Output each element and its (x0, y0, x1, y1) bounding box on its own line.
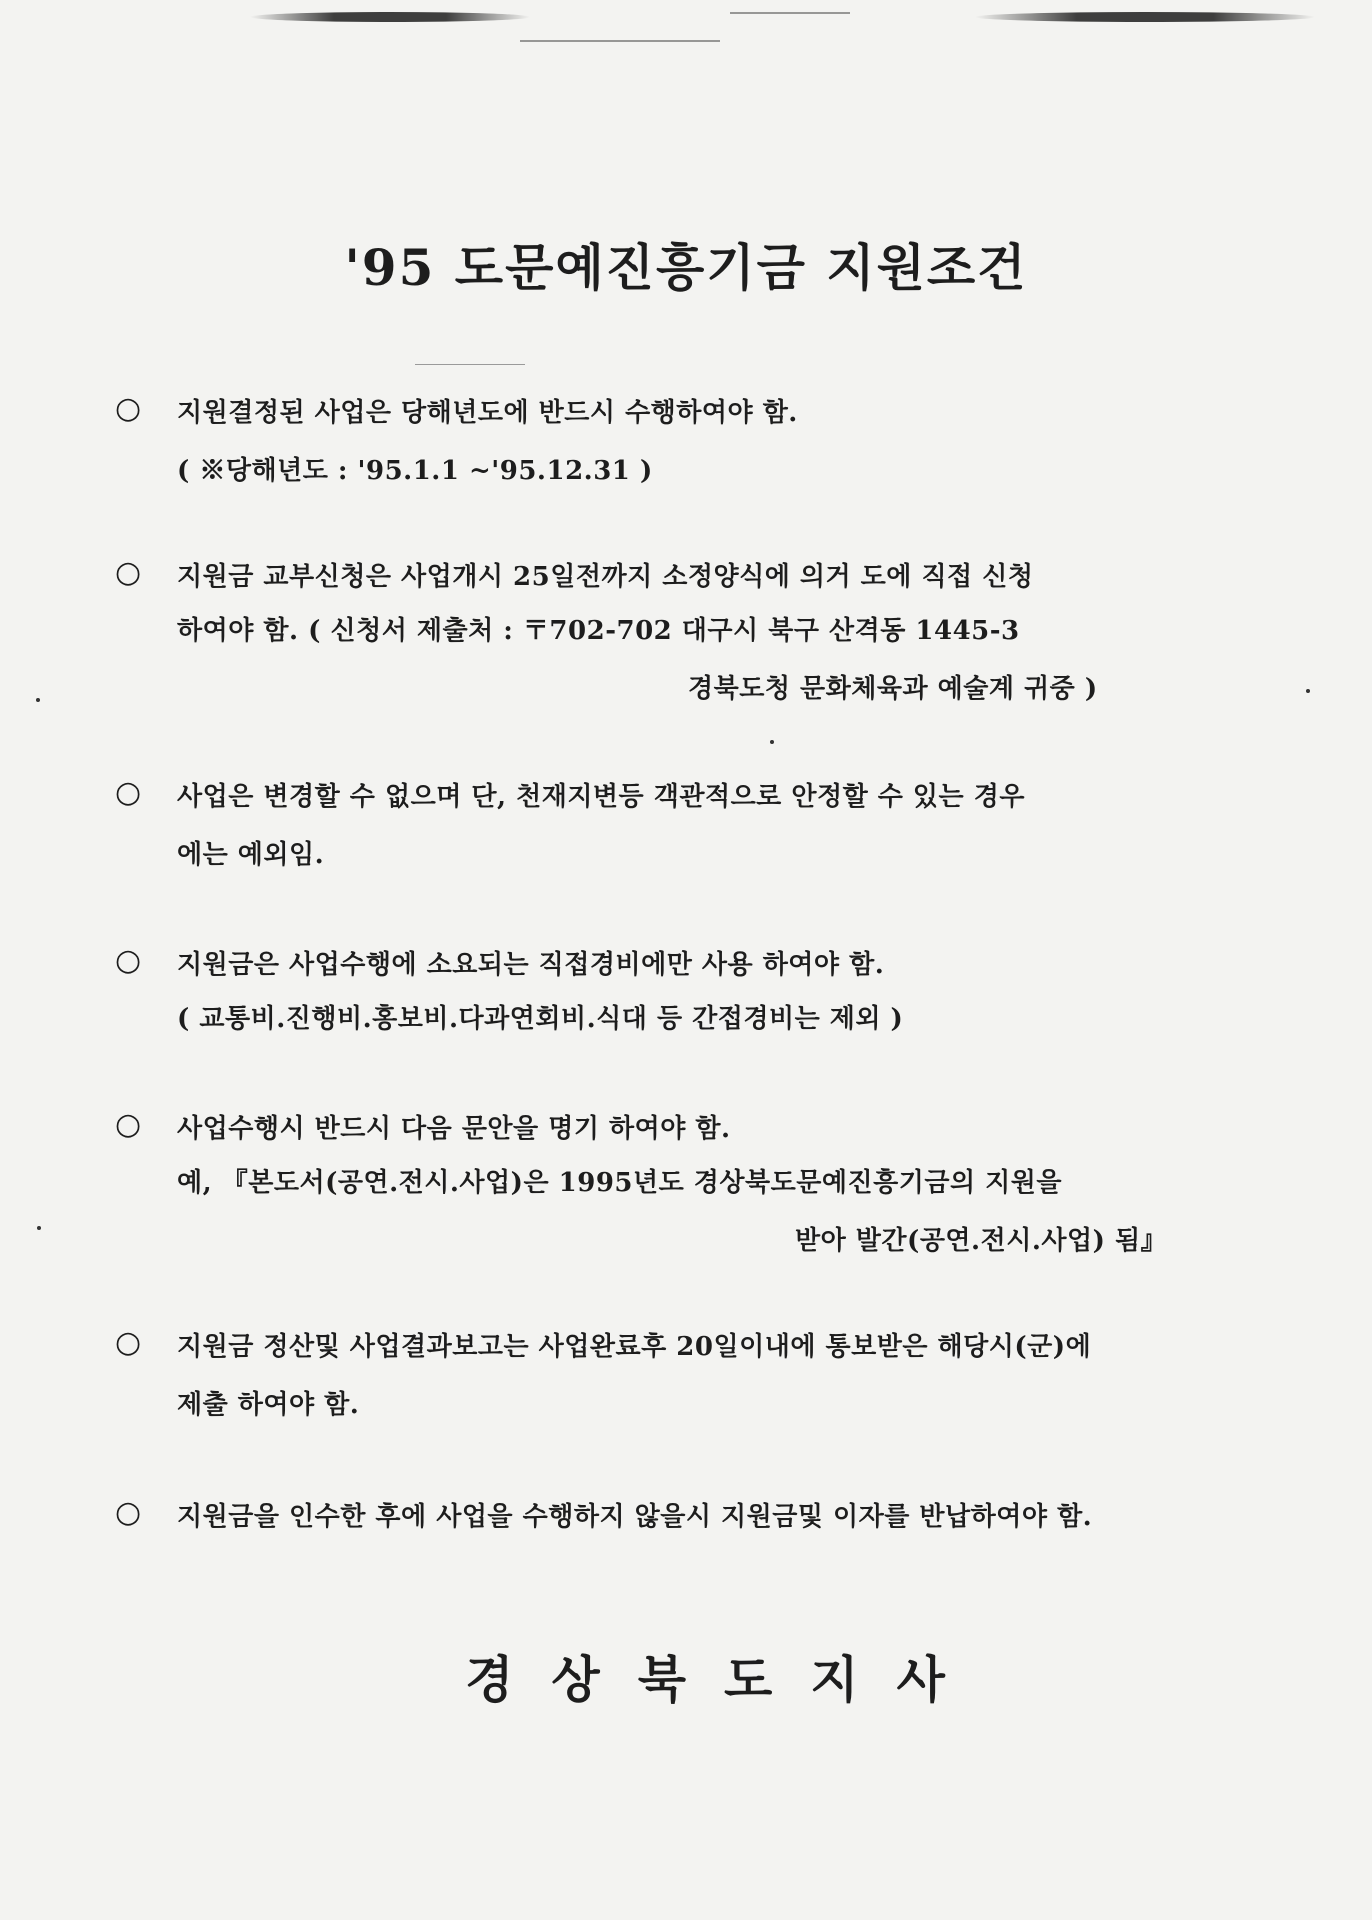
circle-bullet-icon: ○ (115, 943, 142, 978)
issuer-signature: 경상북도지사 (465, 1650, 983, 1709)
scan-artifact (730, 12, 850, 14)
item-line: 지원금 정산및 사업결과보고는 사업완료후 20일이내에 통보받은 해당시(군)에 (177, 1332, 1092, 1362)
item-line: 지원결정된 사업은 당해년도에 반드시 수행하여야 함. (177, 398, 798, 428)
scan-artifact (250, 12, 530, 22)
circle-bullet-icon: ○ (115, 555, 142, 590)
scan-speck (770, 740, 774, 744)
item-line: 에는 예외임. (177, 840, 325, 870)
circle-bullet-icon: ○ (115, 1107, 142, 1142)
item-line: 경북도청 문화체육과 예술계 귀중 ) (688, 674, 1098, 704)
item-line: 하여야 함. ( 신청서 제출처 : 〒702-702 대구시 북구 산격동 1445-3 (177, 616, 1020, 646)
item-line: 지원금 교부신청은 사업개시 25일전까지 소정양식에 의거 도에 직접 신청 (177, 562, 1034, 592)
item-line: 제출 하여야 함. (177, 1390, 360, 1420)
scan-speck (36, 698, 40, 702)
item-line: 사업은 변경할 수 없으며 단, 천재지변등 객관적으로 안정할 수 있는 경우 (177, 782, 1025, 812)
scan-artifact (520, 40, 720, 42)
item-line: 지원금은 사업수행에 소요되는 직접경비에만 사용 하여야 함. (177, 950, 885, 980)
item-line: ( 교통비.진행비.홍보비.다과연회비.식대 등 간접경비는 제외 ) (177, 1004, 904, 1034)
item-line: 받아 발간(공연.전시.사업) 됨』 (795, 1226, 1168, 1256)
title-underline (415, 364, 525, 365)
circle-bullet-icon: ○ (115, 775, 142, 810)
item-line: 지원금을 인수한 후에 사업을 수행하지 않을시 지원금및 이자를 반납하여야 함. (177, 1502, 1093, 1532)
item-line: ( ※당해년도 : '95.1.1 ~'95.12.31 ) (177, 456, 653, 486)
circle-bullet-icon: ○ (115, 1495, 142, 1530)
scan-artifact (975, 12, 1315, 22)
item-line: 사업수행시 반드시 다음 문안을 명기 하여야 함. (177, 1114, 731, 1144)
scan-speck (37, 1226, 41, 1230)
document-title: '95 도문예진흥기금 지원조건 (344, 238, 1028, 297)
circle-bullet-icon: ○ (115, 1325, 142, 1360)
scan-speck (1306, 689, 1310, 693)
circle-bullet-icon: ○ (115, 391, 142, 426)
item-line: 예, 『본도서(공연.전시.사업)은 1995년도 경상북도문예진흥기금의 지원을 (177, 1168, 1062, 1198)
